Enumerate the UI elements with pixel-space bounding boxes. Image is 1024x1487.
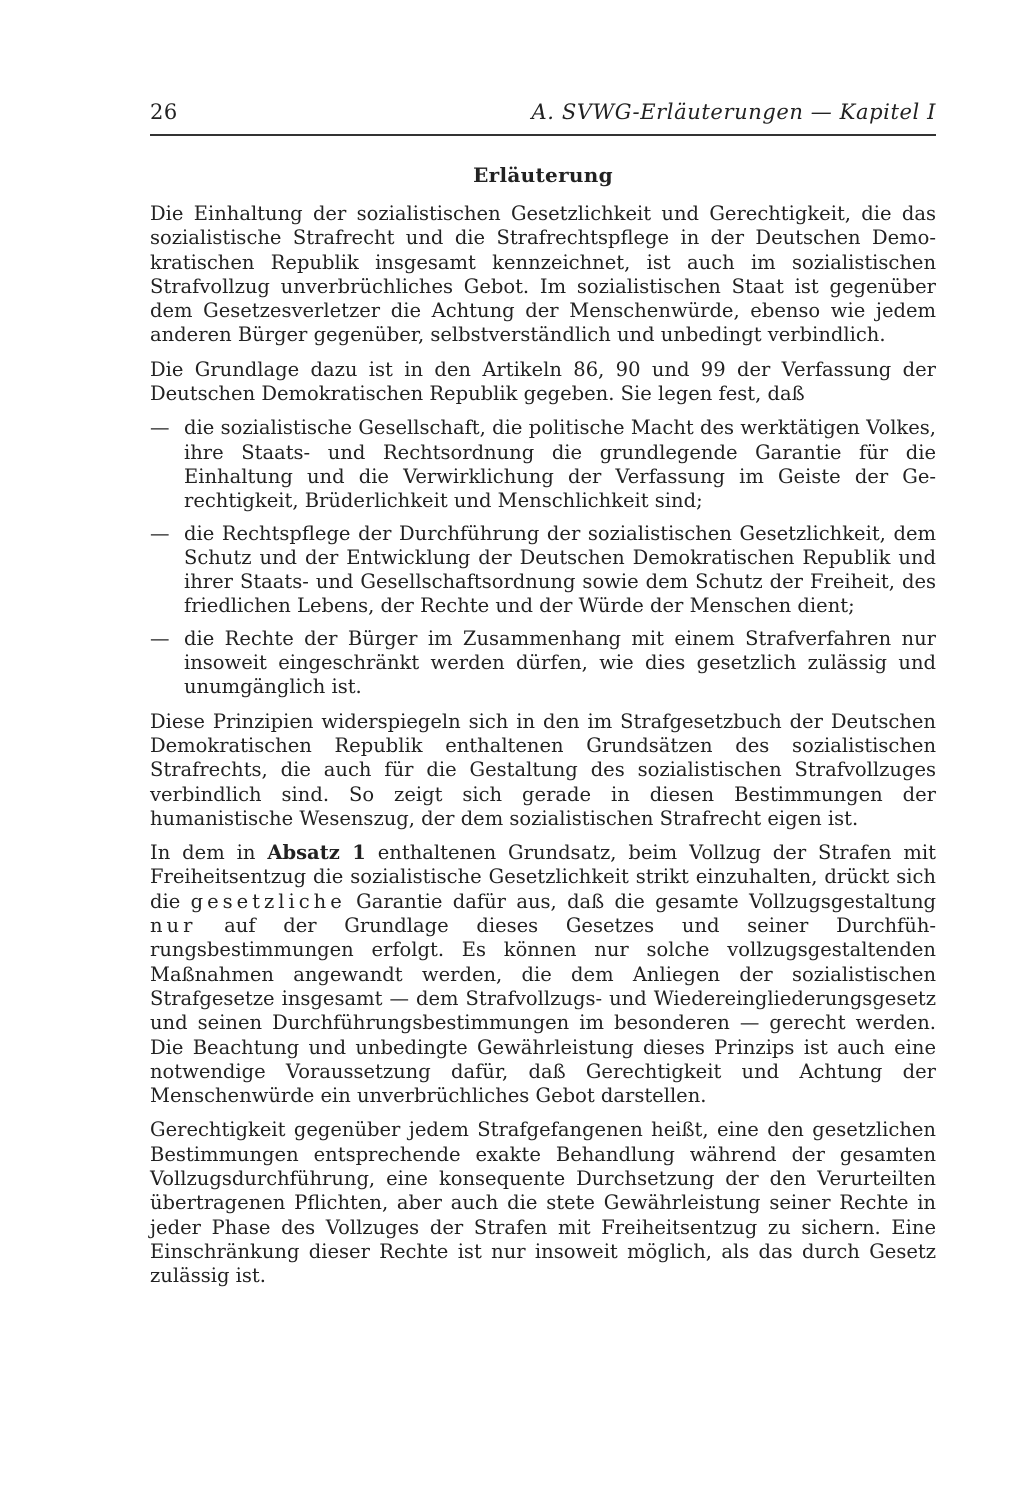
list-item-text: die Rechtspflege der Durchführung der sozialistischen Gesetzlichkeit, dem Schutz und der Entwicklung der Deutschen Demokratischen Republik und ihrer Staats- und Gesellschaftsordnung sowie dem Schutz der Freiheit, des friedlichen Lebens, der Rechte und der Würde der Menschen dient; [184, 521, 936, 618]
dash-marker: — [150, 626, 170, 650]
paragraph-2: Die Grundlage dazu ist in den Artikeln 86, 90 und 99 der Verfassung der Deutschen Demokratischen Republik gegeben. Sie legen fest, daß [150, 357, 936, 406]
list-item [150, 627, 936, 700]
list-item-text: die Rechte der Bürger im Zusammenhang mit einem Strafverfahren nur insoweit eingeschränkt werden dürfen, wie dies gesetzlich zulässig und unumgänglich ist. [184, 626, 936, 699]
list-item [150, 416, 936, 513]
dash-marker: — [150, 521, 170, 545]
emphasis-spaced: gesetzliche [190, 889, 346, 913]
paragraph-1: Die Einhaltung der sozialistischen Gesetzlichkeit und Gerechtigkeit, die das sozialistische Strafrecht und die Strafrechtspflege in der Deutschen Demokratischen Republik insgesamt kennzeichnet, ist auch im sozialistischen Strafvollzug unverbrüchliches Gebot. Im sozialistischen Staat ist gegenüber dem Gesetzesverletzer die Achtung der Menschenwürde, ebenso wie jedem anderen Bürger gegenüber, selbstverständlich und unbedingt verbindlich. [150, 202, 936, 347]
paragraph-4 [150, 841, 936, 1108]
document-page [150, 98, 936, 1298]
page-number: 26 [150, 100, 178, 124]
paragraph-4-text: auf der Grundlage dieses Gesetzes und seiner Durchführungsbestimmungen erfolgt. Es können nur solche vollzugsgestaltenden Maßnahmen angewandt werden, die dem Anliegen der sozialistischen Strafgesetze insgesamt — dem Strafvollzugs- und Wiedereingliederungsgesetz und seinen Durchführungsbestimmungen im besonderen — gerecht werden. Die Beachtung und unbedingte Gewährleistung dieses Prinzips ist auch eine notwendige Voraussetzung dafür, daß Gerechtigkeit und Achtung der Menschenwürde ein unverbrüchliches Gebot darstellen. [150, 914, 936, 1108]
article-list [150, 416, 936, 699]
paragraph-4-text: In dem in [150, 841, 268, 865]
section-title: Erläuterung [473, 163, 613, 187]
absatz-reference: Absatz 1 [267, 841, 366, 865]
paragraph-5: Gerechtigkeit gegenüber jedem Strafgefangenen heißt, eine den gesetzlichen Bestimmungen entsprechende exakte Behandlung während der gesamten Vollzugsdurchführung, eine konsequente Durchsetzung der den Verurteilten übertragenen Pflichten, aber auch die stete Gewährleistung seiner Rechte in jeder Phase des Vollzuges der Strafen mit Freiheitsentzug zu sichern. Eine Einschränkung dieser Rechte ist nur insoweit möglich, als das durch Gesetz zulässig ist. [150, 1118, 936, 1288]
emphasis-spaced: nur [150, 914, 197, 938]
dash-marker: — [150, 416, 170, 440]
list-item [150, 522, 936, 619]
paragraph-3: Diese Prinzipien widerspiegeln sich in den im Strafgesetzbuch der Deutschen Demokratischen Republik enthaltenen Grundsätzen des sozialistischen Strafrechts, die auch für die Gestaltung des sozialistischen Strafvollzuges verbindlich sind. So zeigt sich gerade in diesen Bestimmungen der humanistische Wesenszug, der dem sozialistischen Strafrecht eigen ist. [150, 709, 936, 830]
list-item-text: die sozialistische Gesellschaft, die politische Macht des werktätigen Volkes, ihre Staats- und Rechtsordnung die grundlegende Garantie für die Einhaltung und die Verwirklichung der Verfassung im Geiste der Gerechtigkeit, Brüderlichkeit und Menschlichkeit sind; [184, 416, 936, 513]
paragraph-4-text: enthaltenen Grundsatz, beim Vollzug der Strafen mit Freiheitsentzug die sozialistische Gesetzlichkeit strikt einzuhalten, drückt sich die [150, 841, 936, 913]
running-header [150, 98, 936, 136]
paragraph-4-text: Garantie dafür aus, daß die gesamte Vollzugsgestaltung [345, 889, 936, 913]
running-title: A. SVWG-Erläuterungen — Kapitel I [531, 100, 936, 124]
